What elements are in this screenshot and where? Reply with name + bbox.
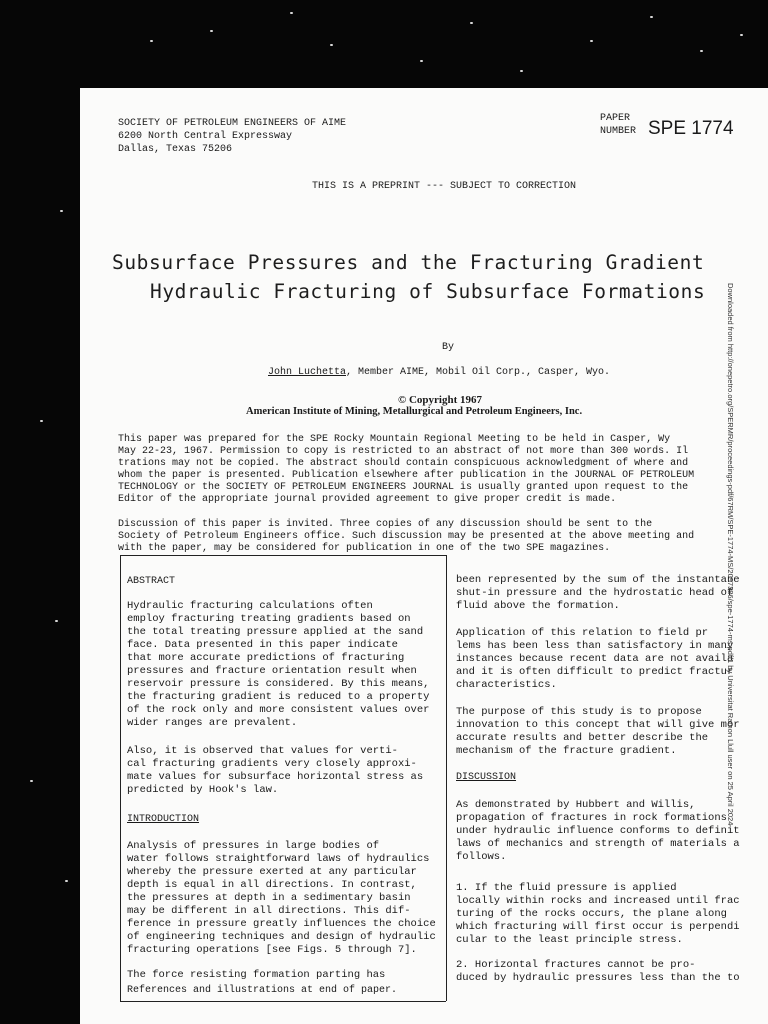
- author-line: [268, 367, 610, 378]
- text-line: trations may not be copied. The abstract should contain conspicuous acknowledgment of where and: [118, 458, 689, 469]
- download-watermark: Downloaded from http://onepetro.org/SPERMR/proceedings-pdf/67RM/SPE-1774-MS/2097386/spe-1774-ms.pdf/1 by Universitat Ramon Llull user on 25 April 2024: [726, 283, 735, 826]
- text-line: turing of the rocks occurs, the plane along: [456, 908, 727, 920]
- text-line: the fracturing gradient is reduced to a property: [127, 691, 430, 703]
- paper-title-line-2: Hydraulic Fracturing of Subsurface Formations: [150, 280, 706, 303]
- text-line: locally within rocks and increased until frac: [456, 895, 740, 907]
- scan-speck: [590, 40, 593, 42]
- box-left-rule: [120, 555, 121, 1001]
- text-line: which fracturing will first occur is perpendi: [456, 921, 740, 933]
- text-line: employ fracturing treating gradients based on: [127, 613, 411, 625]
- copyright-institute: American Institute of Mining, Metallurgical and Petroleum Engineers, Inc.: [246, 406, 583, 417]
- scan-speck: [470, 22, 473, 24]
- box-bottom-rule: [120, 1001, 446, 1002]
- text-line: predicted by Hook's law.: [127, 784, 279, 796]
- text-line: laws of mechanics and strength of materials a: [456, 838, 740, 850]
- author-name: John Luchetta: [268, 367, 347, 378]
- scan-speck: [650, 16, 653, 18]
- text-line: 2. Horizontal fractures cannot be pro-: [456, 959, 696, 971]
- text-line: cal fracturing gradients very closely approxi-: [127, 758, 417, 770]
- text-line: wider ranges are prevalent.: [127, 717, 298, 729]
- text-line: whom the paper is presented. Publication elsewhere after publication in the JOURNAL OF PETROLEUM: [118, 470, 695, 481]
- text-line: Analysis of pressures in large bodies of: [127, 840, 380, 852]
- scan-speck: [520, 70, 523, 72]
- scan-speck: [55, 620, 58, 622]
- text-line: follows.: [456, 851, 507, 863]
- org-city: Dallas, Texas 75206: [118, 144, 233, 155]
- text-line: been represented by the sum of the instantane: [456, 574, 740, 586]
- scan-speck: [30, 780, 33, 782]
- introduction-heading: INTRODUCTION: [127, 814, 200, 825]
- text-line: depth is equal in all directions. In contrast,: [127, 879, 417, 891]
- paper-title-line-1: Subsurface Pressures and the Fracturing Gradient: [112, 251, 705, 274]
- text-line: This paper was prepared for the SPE Rocky Mountain Regional Meeting to be held in Casper, Wy: [118, 434, 671, 445]
- text-line: mechanism of the fracture gradient.: [456, 745, 677, 757]
- scan-speck: [210, 30, 213, 32]
- text-line: may be different in all directions. This dif-: [127, 905, 411, 917]
- scan-dark-border-top: [0, 0, 768, 90]
- text-line: May 22-23, 1967. Permission to copy is restricted to an abstract of not more than 300 words. Il: [118, 446, 689, 457]
- text-line: of the rock only and more consistent values over: [127, 704, 430, 716]
- scan-speck: [65, 880, 68, 882]
- text-line: reservoir pressure is considered. By this means,: [127, 678, 430, 690]
- text-line: and it is often difficult to predict fractur: [456, 666, 734, 678]
- text-line: lems has been less than satisfactory in many: [456, 640, 734, 652]
- paper-number: SPE 1774: [648, 118, 734, 139]
- abstract-heading: ABSTRACT: [127, 576, 176, 587]
- text-line: The purpose of this study is to propose: [456, 706, 702, 718]
- text-line: pressures and fracture orientation result when: [127, 665, 417, 677]
- text-line: propagation of fractures in rock formations: [456, 812, 727, 824]
- text-line: Discussion of this paper is invited. Three copies of any discussion should be sent to the: [118, 519, 653, 530]
- scan-dark-border-left: [0, 0, 80, 1024]
- text-line: fluid above the formation.: [456, 600, 620, 612]
- text-line: duced by hydraulic pressures less than the to: [456, 972, 740, 984]
- scan-speck: [420, 60, 423, 62]
- text-line: As demonstrated by Hubbert and Willis,: [456, 799, 696, 811]
- text-line: the total treating pressure applied at the sand: [127, 626, 424, 638]
- text-line: The force resisting formation parting has: [127, 969, 386, 981]
- scan-speck: [40, 420, 43, 422]
- preprint-notice: THIS IS A PREPRINT --- SUBJECT TO CORRECTION: [312, 181, 577, 192]
- box-top-rule: [120, 555, 446, 556]
- text-line: that more accurate predictions of fracturing: [127, 652, 405, 664]
- text-line: with the paper, may be considered for publication in one of the two SPE magazines.: [118, 543, 611, 554]
- text-line: Also, it is observed that values for verti-: [127, 745, 398, 757]
- scan-speck: [150, 40, 153, 42]
- text-line: water follows straightforward laws of hydraulics: [127, 853, 430, 865]
- text-line: innovation to this concept that will give mor: [456, 719, 740, 731]
- text-line: Society of Petroleum Engineers office. Such discussion may be presented at the above meeting and: [118, 531, 695, 542]
- text-line: cular to the least principle stress.: [456, 934, 683, 946]
- box-footer-note: References and illustrations at end of paper.: [127, 985, 398, 996]
- text-line: characteristics.: [456, 679, 557, 691]
- author-affiliation: , Member AIME, Mobil Oil Corp., Casper, Wyo.: [346, 367, 611, 378]
- text-line: TECHNOLOGY or the SOCIETY OF PETROLEUM ENGINEERS JOURNAL is usually granted upon request to the: [118, 482, 689, 493]
- org-street: 6200 North Central Expressway: [118, 131, 293, 142]
- text-line: instances because recent data are not availa: [456, 653, 734, 665]
- discussion-heading: DISCUSSION: [456, 772, 517, 783]
- text-line: mate values for subsurface horizontal stress as: [127, 771, 424, 783]
- box-right-rule: [446, 555, 447, 1001]
- text-line: Application of this relation to field pr: [456, 627, 709, 639]
- text-line: 1. If the fluid pressure is applied: [456, 882, 677, 894]
- scan-speck: [60, 210, 63, 212]
- text-line: Editor of the appropriate journal provided agreement to give proper credit is made.: [118, 494, 617, 505]
- text-line: face. Data presented in this paper indicate: [127, 639, 398, 651]
- document-page: [80, 88, 768, 1024]
- org-name: SOCIETY OF PETROLEUM ENGINEERS OF AIME: [118, 118, 347, 129]
- scan-speck: [330, 44, 333, 46]
- text-line: ference in pressure greatly influences the choice: [127, 918, 436, 930]
- text-line: under hydraulic influence conforms to definit: [456, 825, 740, 837]
- scan-speck: [290, 12, 293, 14]
- text-line: accurate results and better describe the: [456, 732, 709, 744]
- by-label: By: [442, 342, 455, 353]
- text-line: whereby the pressure exerted at any particular: [127, 866, 417, 878]
- number-label: NUMBER: [600, 126, 637, 137]
- paper-label: PAPER: [600, 113, 631, 124]
- text-line: of engineering techniques and design of hydraulic: [127, 931, 436, 943]
- scan-speck: [740, 34, 743, 36]
- scan-speck: [700, 50, 703, 52]
- text-line: shut-in pressure and the hydrostatic head of: [456, 587, 734, 599]
- text-line: the pressures at depth in a sedimentary basin: [127, 892, 411, 904]
- copyright-line: © Copyright 1967: [398, 394, 482, 406]
- text-line: Hydraulic fracturing calculations often: [127, 600, 373, 612]
- text-line: fracturing operations [see Figs. 5 through 7].: [127, 944, 417, 956]
